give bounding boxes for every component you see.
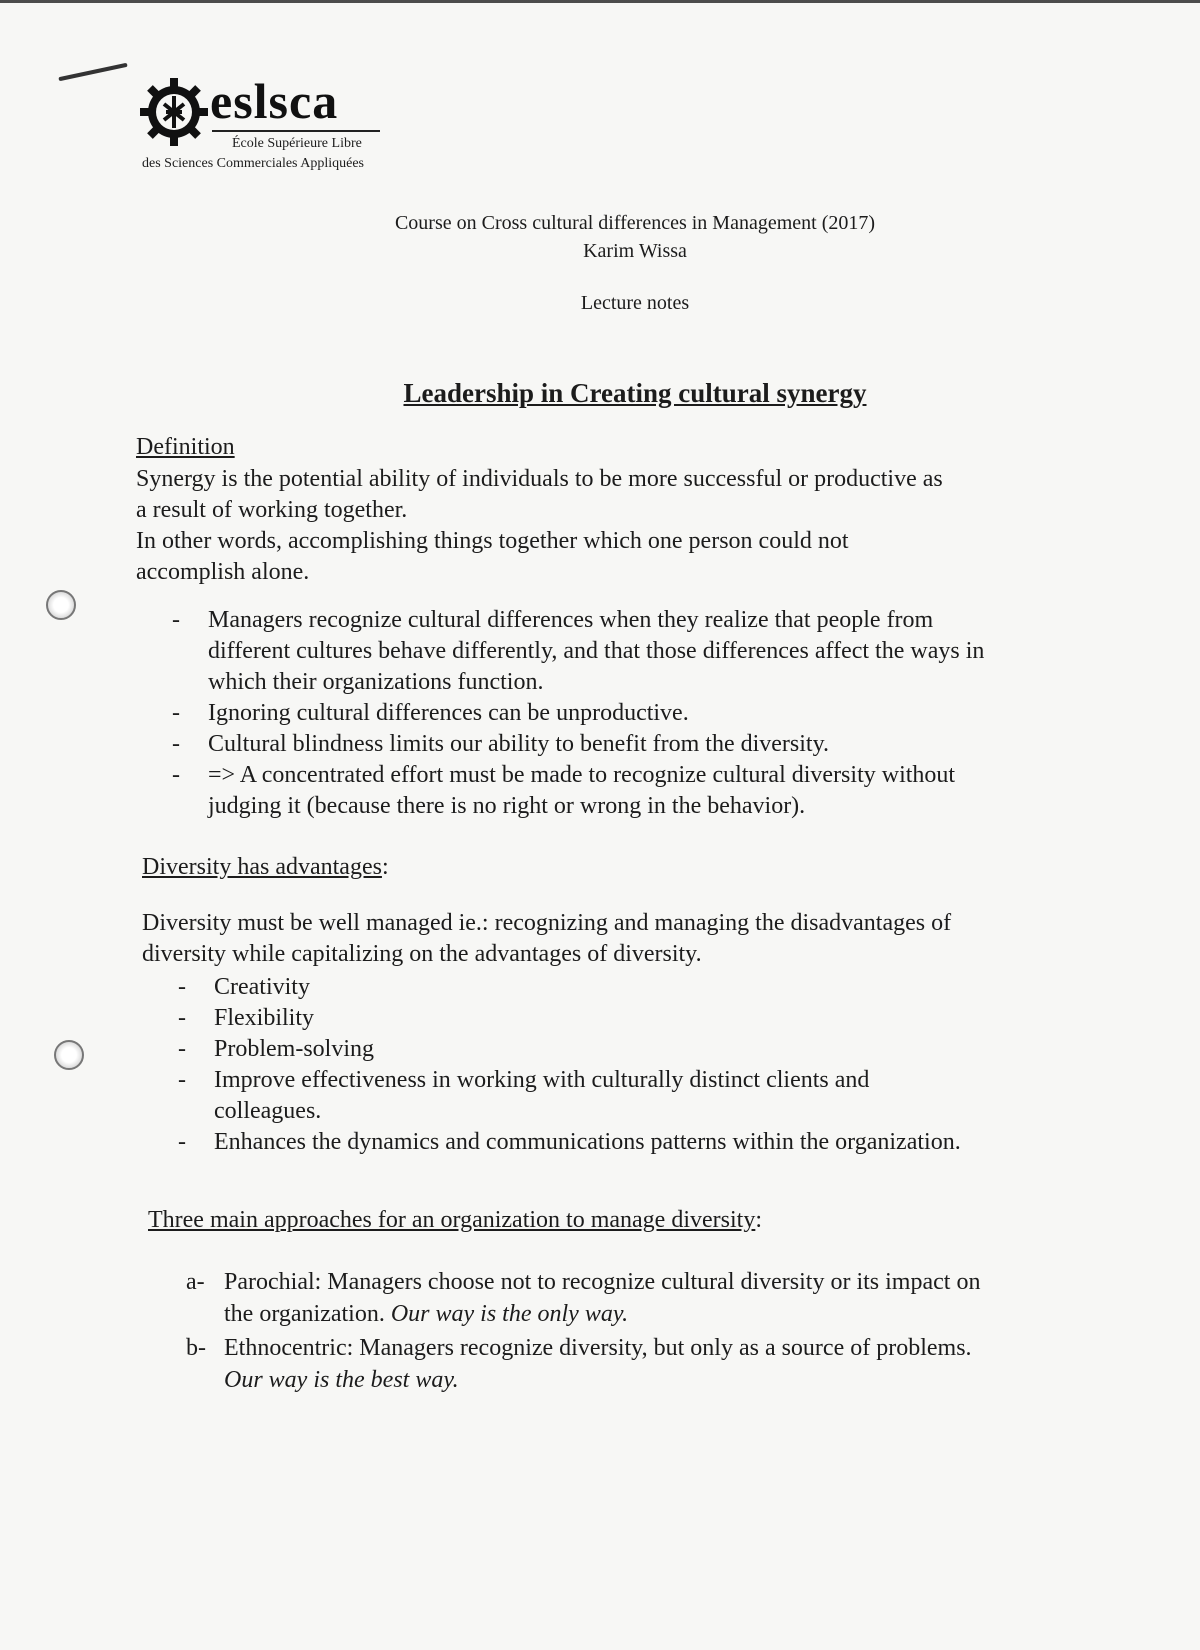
definition-paragraph: In other words, accomplishing things together which one person could not accomplish alone. xyxy=(136,528,849,585)
approach-motto: Our way is the best way. xyxy=(224,1367,459,1393)
approaches-heading-colon: : xyxy=(755,1207,762,1233)
approach-motto: Our way is the only way. xyxy=(390,1301,629,1327)
logo-wordmark: eslsca xyxy=(210,73,339,129)
definition-paragraph: Synergy is the potential ability of individuals to be more successful or productive as a result of working together. xyxy=(136,466,943,523)
list-item xyxy=(186,1266,986,1330)
list-marker: b- xyxy=(186,1335,206,1361)
list-item: - Managers recognize cultural differences when they realize that people from different cultures behave differently, and that those differences affect the ways in which their organizations function. xyxy=(172,605,992,698)
approach-text: Parochial: Managers choose not to recognize cultural diversity or its impact on the organization. xyxy=(224,1269,981,1327)
punch-hole-icon xyxy=(54,1040,84,1070)
definition-text xyxy=(136,464,956,588)
eslsca-logo xyxy=(140,73,400,178)
scan-top-edge xyxy=(0,0,1200,10)
page-title: Leadership in Creating cultural synergy xyxy=(403,378,867,408)
list-item: - Cultural blindness limits our ability to benefit from the diversity. xyxy=(172,729,992,760)
list-item xyxy=(186,1332,986,1396)
list-item: - => A concentrated effort must be made to recognize cultural diversity without judging it (because there is no right or wrong in the behavior). xyxy=(172,760,992,822)
list-item: - Creativity xyxy=(178,972,978,1003)
diversity-heading-text: Diversity has advantages xyxy=(142,854,382,880)
list-item: - Flexibility xyxy=(178,1003,978,1034)
advantages-list xyxy=(178,972,978,1158)
approach-text: Ethnocentric: Managers recognize diversity, but only as a source of problems. xyxy=(224,1335,972,1361)
diversity-heading xyxy=(142,852,389,883)
logo-subtitle-line2: des Sciences Commerciales Appliquées xyxy=(142,156,364,171)
gear-emblem-icon xyxy=(140,78,208,146)
logo-subtitle-line1: École Supérieure Libre xyxy=(232,136,362,151)
approaches-heading-text: Three main approaches for an organization to manage diversity xyxy=(148,1207,756,1233)
punch-hole-icon xyxy=(46,590,76,620)
list-marker: a- xyxy=(186,1269,205,1295)
list-item: - Enhances the dynamics and communications patterns within the organization. xyxy=(178,1127,978,1158)
pen-mark xyxy=(58,63,127,81)
approaches-list xyxy=(186,1266,986,1398)
diversity-heading-colon: : xyxy=(381,854,389,880)
approaches-heading xyxy=(148,1205,762,1236)
logo-rule xyxy=(212,130,380,132)
list-item: - Ignoring cultural differences can be unproductive. xyxy=(172,698,992,729)
diversity-intro: Diversity must be well managed ie.: recognizing and managing the disadvantages of diversity while capitalizing on the advantages of diversity. xyxy=(142,910,952,967)
document-type: Lecture notes xyxy=(580,292,690,314)
instructor-name: Karim Wissa xyxy=(583,240,687,262)
definition-heading: Definition xyxy=(136,434,235,460)
course-title: Course on Cross cultural differences in Management (2017) xyxy=(394,212,876,234)
key-points-list xyxy=(172,605,992,822)
list-item: - Improve effectiveness in working with culturally distinct clients and colleagues. xyxy=(178,1065,978,1127)
list-item: - Problem-solving xyxy=(178,1034,978,1065)
